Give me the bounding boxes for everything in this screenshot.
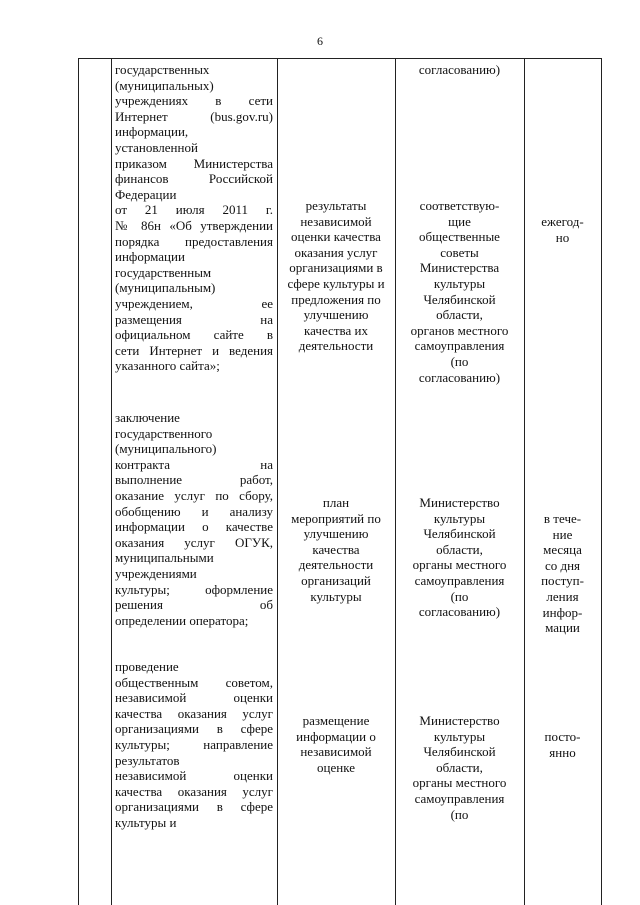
column-divider: [111, 58, 112, 905]
text-line: проведение: [115, 659, 179, 674]
text-line: месяца: [543, 542, 582, 558]
text-line: области,: [436, 759, 483, 775]
text-line: государственного: [115, 425, 213, 441]
text-line: (по: [450, 353, 469, 369]
text-line: государственных: [115, 62, 210, 77]
text-line: оценки качества: [291, 229, 381, 245]
text-line: области,: [436, 307, 483, 323]
text-line: информации,: [115, 124, 189, 140]
text-line: приказом Министерства: [115, 155, 273, 171]
text-line: план: [322, 495, 350, 510]
text-line: поступ-: [541, 573, 584, 589]
result-text-action-plan: [279, 495, 393, 604]
text-line: улучшению: [303, 307, 369, 323]
text-line: качества оказания услуг: [115, 705, 273, 721]
text-line: организациями в: [289, 260, 383, 276]
text-line: учреждениях в сети: [115, 93, 273, 109]
text-line: независимой: [300, 744, 372, 760]
responsible-text-continued: [397, 62, 522, 78]
text-line: ежегод-: [541, 214, 584, 229]
text-line: качества их: [304, 322, 368, 338]
text-line: учреждениями: [115, 565, 197, 581]
text-line: посто-: [544, 729, 581, 744]
text-line: организаций: [301, 572, 371, 588]
table: [78, 58, 602, 905]
text-line: официальном сайте в: [115, 327, 273, 343]
text-line: выполнение работ,: [115, 472, 273, 488]
text-line: Интернет (bus.gov.ru): [115, 108, 273, 124]
text-line: культуры: [433, 728, 486, 744]
text-line: сети Интернет и ведения: [115, 342, 273, 358]
text-line: культуры: [433, 275, 486, 291]
text-line: Челябинской: [423, 744, 496, 760]
text-line: деятельности: [298, 557, 374, 573]
text-line: деятельности: [298, 338, 374, 354]
text-line: но: [555, 229, 570, 245]
page-number: 6: [317, 34, 323, 48]
text-line: Министерство: [419, 495, 500, 510]
text-line: решения об: [115, 597, 273, 613]
text-line: самоуправления: [414, 572, 505, 588]
text-line: указанного сайта»;: [115, 358, 220, 374]
text-line: области,: [436, 541, 483, 557]
table-top-border: [78, 58, 602, 59]
text-line: культуры: [310, 588, 362, 604]
column-divider: [78, 58, 79, 905]
text-line: (по: [450, 588, 469, 604]
text-line: общественным советом,: [115, 674, 273, 690]
text-line: определении оператора;: [115, 612, 249, 628]
activity-text-continued: [115, 62, 273, 374]
text-line: оценке: [317, 759, 355, 775]
text-line: учреждением, ее: [115, 295, 273, 311]
text-line: советы: [440, 244, 479, 260]
text-line: (муниципальных): [115, 77, 214, 93]
text-line: органы местного: [412, 557, 507, 573]
text-line: муниципальными: [115, 550, 214, 566]
text-line: предложения по: [291, 291, 381, 307]
text-line: инфор-: [542, 604, 583, 620]
text-line: культуры; направление: [115, 736, 273, 752]
text-line: качества: [312, 541, 360, 557]
text-line: оказания услуг: [294, 244, 378, 260]
text-line: культуры и: [115, 814, 177, 830]
text-line: согласованию): [418, 62, 501, 77]
text-line: культуры: [433, 510, 486, 526]
activity-text-contract: [115, 410, 273, 628]
text-line: организациями в сфере: [115, 799, 273, 815]
text-line: обобщению и анализу: [115, 503, 273, 519]
text-line: информации о: [296, 728, 376, 744]
text-line: щие: [448, 213, 471, 229]
text-line: со дня: [544, 557, 581, 573]
text-line: размещения на: [115, 311, 273, 327]
text-line: Федерации: [115, 186, 177, 202]
result-text-assessment: [279, 198, 393, 354]
text-line: результатов: [115, 752, 180, 768]
deadline-text-permanent: [526, 729, 599, 760]
text-line: от 21 июля 2011 г.: [115, 202, 273, 218]
text-line: информации о качестве: [115, 519, 273, 535]
text-line: мации: [545, 620, 580, 636]
text-line: самоуправления: [414, 790, 505, 806]
text-line: оказания услуг ОГУК,: [115, 534, 273, 550]
text-line: размещение: [302, 713, 370, 728]
column-divider: [601, 58, 602, 905]
text-line: улучшению: [303, 526, 369, 542]
text-line: Министерства: [419, 260, 500, 276]
text-line: органов местного: [410, 322, 509, 338]
text-line: культуры; оформление: [115, 581, 273, 597]
column-divider: [395, 58, 396, 905]
text-line: порядка предоставления: [115, 233, 273, 249]
text-line: результаты: [305, 198, 367, 213]
text-line: соответствую-: [419, 198, 500, 213]
text-line: согласованию): [418, 604, 501, 620]
text-line: (муниципального): [115, 441, 217, 457]
text-line: самоуправления: [414, 338, 505, 354]
text-line: организациями в сфере: [115, 721, 273, 737]
responsible-text-councils: [397, 198, 522, 385]
text-line: мероприятий по: [291, 510, 381, 526]
text-line: общественные: [419, 229, 500, 245]
text-line: (по: [450, 806, 469, 822]
text-line: ления: [546, 588, 579, 604]
deadline-text-within-month: [526, 511, 599, 636]
text-line: финансов Российской: [115, 171, 273, 187]
text-line: (муниципальным): [115, 280, 216, 296]
text-line: независимой оценки: [115, 768, 273, 784]
text-line: органы местного: [412, 775, 507, 791]
responsible-text-ministry: [397, 495, 522, 620]
text-line: качества оказания услуг: [115, 783, 273, 799]
column-divider: [524, 58, 525, 905]
text-line: Челябинской: [423, 291, 496, 307]
text-line: согласованию): [418, 369, 501, 385]
text-line: сфере культуры и: [287, 275, 385, 291]
text-line: Министерство: [419, 713, 500, 728]
text-line: независимой оценки: [115, 690, 273, 706]
text-line: контракта на: [115, 456, 273, 472]
text-line: установленной: [115, 139, 198, 155]
text-line: Челябинской: [423, 526, 496, 542]
text-line: заключение: [115, 410, 180, 425]
text-line: независимой: [300, 213, 372, 229]
text-line: оказание услуг по сбору,: [115, 487, 273, 503]
result-text-publication: [279, 713, 393, 775]
column-divider: [277, 58, 278, 905]
text-line: в тече-: [543, 511, 582, 526]
text-line: № 86н «Об утверждении: [115, 217, 273, 233]
text-line: ние: [552, 526, 573, 542]
text-line: информации: [115, 249, 185, 265]
text-line: янно: [549, 744, 576, 760]
deadline-text-annually: [526, 214, 599, 245]
responsible-text-ministry-2: [397, 713, 522, 822]
text-line: государственным: [115, 264, 212, 280]
activity-text-public-council: [115, 659, 273, 831]
